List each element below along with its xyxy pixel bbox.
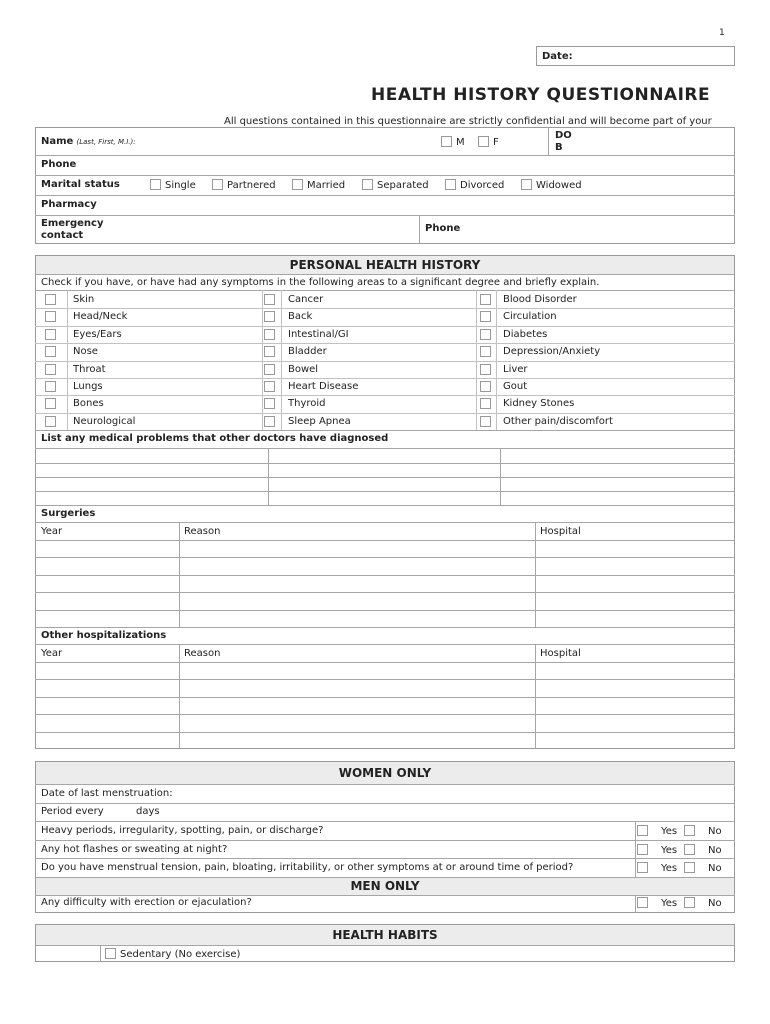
marital-partnered-checkbox[interactable] <box>212 179 223 190</box>
symptom-label: Depression/Anxiety <box>503 346 601 357</box>
yes-option[interactable] <box>637 897 677 910</box>
women-question-1: Heavy periods, irregularity, spotting, pain, or discharge? <box>41 825 324 836</box>
surgeries-col-hospital: Hospital <box>540 526 581 537</box>
phone-label: Phone <box>41 159 77 170</box>
page-title: HEALTH HISTORY QUESTIONNAIRE <box>371 85 711 105</box>
hospitalizations-col-year: Year <box>41 648 63 659</box>
symptom-label: Circulation <box>503 311 557 322</box>
sex-m-label: M <box>456 137 465 148</box>
yes-label: Yes <box>661 826 678 837</box>
symptom-checkbox[interactable] <box>45 364 56 375</box>
symptom-label: Bladder <box>288 346 327 357</box>
symptom-checkbox[interactable] <box>264 294 275 305</box>
marital-divorced-checkbox[interactable] <box>445 179 456 190</box>
symptom-label: Gout <box>503 381 528 392</box>
hospitalizations-col-reason: Reason <box>184 648 221 659</box>
sedentary-label: Sedentary (No exercise) <box>120 949 241 960</box>
yes-label: Yes <box>661 898 678 909</box>
symptom-checkbox[interactable] <box>480 329 491 340</box>
date-field[interactable] <box>536 46 735 66</box>
symptom-checkbox[interactable] <box>480 398 491 409</box>
no-label: No <box>708 845 722 856</box>
marital-married[interactable] <box>292 179 345 192</box>
marital-married-checkbox[interactable] <box>292 179 303 190</box>
marital-divorced[interactable] <box>445 179 504 192</box>
symptom-checkbox[interactable] <box>480 381 491 392</box>
pharmacy-label: Pharmacy <box>41 199 97 210</box>
sex-f-checkbox[interactable] <box>478 136 489 147</box>
no-option[interactable] <box>684 844 722 857</box>
symptom-checkbox[interactable] <box>480 416 491 427</box>
symptom-label: Cancer <box>288 294 324 305</box>
sex-f-label: F <box>493 137 499 148</box>
symptom-label: Eyes/Ears <box>73 329 122 340</box>
marital-separated[interactable] <box>362 179 429 192</box>
yes-checkbox[interactable] <box>637 825 648 836</box>
symptom-checkbox[interactable] <box>45 294 56 305</box>
symptom-label: Intestinal/GI <box>288 329 349 340</box>
symptom-label: Head/Neck <box>73 311 128 322</box>
yes-option[interactable] <box>637 825 677 838</box>
surgeries-col-reason: Reason <box>184 526 221 537</box>
symptom-label: Bowel <box>288 364 319 375</box>
no-option[interactable] <box>684 897 722 910</box>
hospitalizations-heading: Other hospitalizations <box>41 630 167 641</box>
no-checkbox[interactable] <box>684 862 695 873</box>
marital-single[interactable] <box>150 179 196 192</box>
name-field[interactable] <box>41 136 136 148</box>
yes-checkbox[interactable] <box>637 862 648 873</box>
yes-checkbox[interactable] <box>637 844 648 855</box>
page-number: 1 <box>719 28 725 38</box>
yes-option[interactable] <box>637 862 677 875</box>
no-option[interactable] <box>684 862 722 875</box>
yes-option[interactable] <box>637 844 677 857</box>
sedentary-option[interactable] <box>105 948 240 961</box>
marital-single-checkbox[interactable] <box>150 179 161 190</box>
symptom-label: Nose <box>73 346 98 357</box>
symptom-checkbox[interactable] <box>45 381 56 392</box>
dob-label-line1: DO <box>555 130 572 141</box>
symptom-checkbox[interactable] <box>45 329 56 340</box>
symptom-checkbox[interactable] <box>264 364 275 375</box>
symptom-label: Bones <box>73 398 104 409</box>
symptom-checkbox[interactable] <box>480 346 491 357</box>
no-checkbox[interactable] <box>684 897 695 908</box>
no-label: No <box>708 863 722 874</box>
dob-label-line2: B <box>555 142 563 153</box>
marital-widowed-label: Widowed <box>536 180 582 191</box>
marital-partnered-label: Partnered <box>227 180 276 191</box>
symptom-label: Back <box>288 311 313 322</box>
symptom-label: Blood Disorder <box>503 294 577 305</box>
emergency-label-line1: Emergency <box>41 218 104 229</box>
no-checkbox[interactable] <box>684 844 695 855</box>
diagnosed-label: List any medical problems that other doctors have diagnosed <box>41 433 389 444</box>
symptom-label: Neurological <box>73 416 136 427</box>
sedentary-checkbox[interactable] <box>105 948 116 959</box>
confidentiality-note: All questions contained in this questionnaire are strictly confidential and will become part of your <box>224 116 712 127</box>
women-question-3: Do you have menstrual tension, pain, bloating, irritability, or other symptoms at or around time of period? <box>41 862 574 873</box>
symptom-checkbox[interactable] <box>480 364 491 375</box>
marital-widowed-checkbox[interactable] <box>521 179 532 190</box>
yes-label: Yes <box>661 845 678 856</box>
surgeries-col-year: Year <box>41 526 63 537</box>
period-days-label: days <box>136 806 160 817</box>
symptom-label: Thyroid <box>288 398 326 409</box>
date-label: Date: <box>542 51 573 62</box>
marital-separated-label: Separated <box>377 180 429 191</box>
symptom-checkbox[interactable] <box>264 346 275 357</box>
name-label: Name <box>41 136 74 147</box>
surgeries-heading: Surgeries <box>41 508 96 519</box>
marital-status-label: Marital status <box>41 179 120 190</box>
men-question-1: Any difficulty with erection or ejaculation? <box>41 897 252 908</box>
symptom-label: Throat <box>73 364 106 375</box>
marital-married-label: Married <box>307 180 346 191</box>
yes-checkbox[interactable] <box>637 897 648 908</box>
symptom-label: Sleep Apnea <box>288 416 351 427</box>
symptoms-instruction: Check if you have, or have had any symptoms in the following areas to a significant degree and briefly explain. <box>41 277 600 288</box>
symptom-label: Heart Disease <box>288 381 359 392</box>
symptom-label: Kidney Stones <box>503 398 575 409</box>
men-only-heading: MEN ONLY <box>350 879 420 893</box>
symptom-checkbox[interactable] <box>480 311 491 322</box>
symptom-checkbox[interactable] <box>264 398 275 409</box>
symptom-label: Liver <box>503 364 528 375</box>
symptom-label: Lungs <box>73 381 103 392</box>
marital-partnered[interactable] <box>212 179 276 192</box>
health-habits-heading: HEALTH HABITS <box>332 928 438 942</box>
no-label: No <box>708 826 722 837</box>
yes-label: Yes <box>661 863 678 874</box>
symptom-label: Skin <box>73 294 95 305</box>
marital-widowed[interactable] <box>521 179 582 192</box>
symptom-checkbox[interactable] <box>264 329 275 340</box>
symptom-label: Diabetes <box>503 329 548 340</box>
symptom-label: Other pain/discomfort <box>503 416 613 427</box>
women-question-2: Any hot flashes or sweating at night? <box>41 844 228 855</box>
marital-single-label: Single <box>165 180 196 191</box>
no-label: No <box>708 898 722 909</box>
hospitalizations-col-hospital: Hospital <box>540 648 581 659</box>
symptom-checkbox[interactable] <box>45 416 56 427</box>
period-every-label: Period every <box>41 806 104 817</box>
name-hint: (Last, First, M.I.): <box>76 138 136 146</box>
symptom-checkbox[interactable] <box>45 311 56 322</box>
symptom-checkbox[interactable] <box>264 381 275 392</box>
sex-m-checkbox[interactable] <box>441 136 452 147</box>
symptom-checkbox[interactable] <box>264 311 275 322</box>
symptom-checkbox[interactable] <box>480 294 491 305</box>
symptom-checkbox[interactable] <box>45 346 56 357</box>
no-option[interactable] <box>684 825 722 838</box>
symptom-checkbox[interactable] <box>264 416 275 427</box>
symptom-checkbox[interactable] <box>45 398 56 409</box>
marital-divorced-label: Divorced <box>460 180 505 191</box>
marital-separated-checkbox[interactable] <box>362 179 373 190</box>
last-menstruation-label: Date of last menstruation: <box>41 788 173 799</box>
sex-f-option[interactable] <box>478 136 499 149</box>
sex-m-option[interactable] <box>441 136 465 149</box>
women-only-heading: WOMEN ONLY <box>338 766 432 780</box>
emergency-phone-label: Phone <box>425 223 461 234</box>
emergency-label-line2: contact <box>41 230 84 241</box>
personal-history-block <box>35 255 735 749</box>
personal-history-heading: PERSONAL HEALTH HISTORY <box>289 258 481 272</box>
no-checkbox[interactable] <box>684 825 695 836</box>
